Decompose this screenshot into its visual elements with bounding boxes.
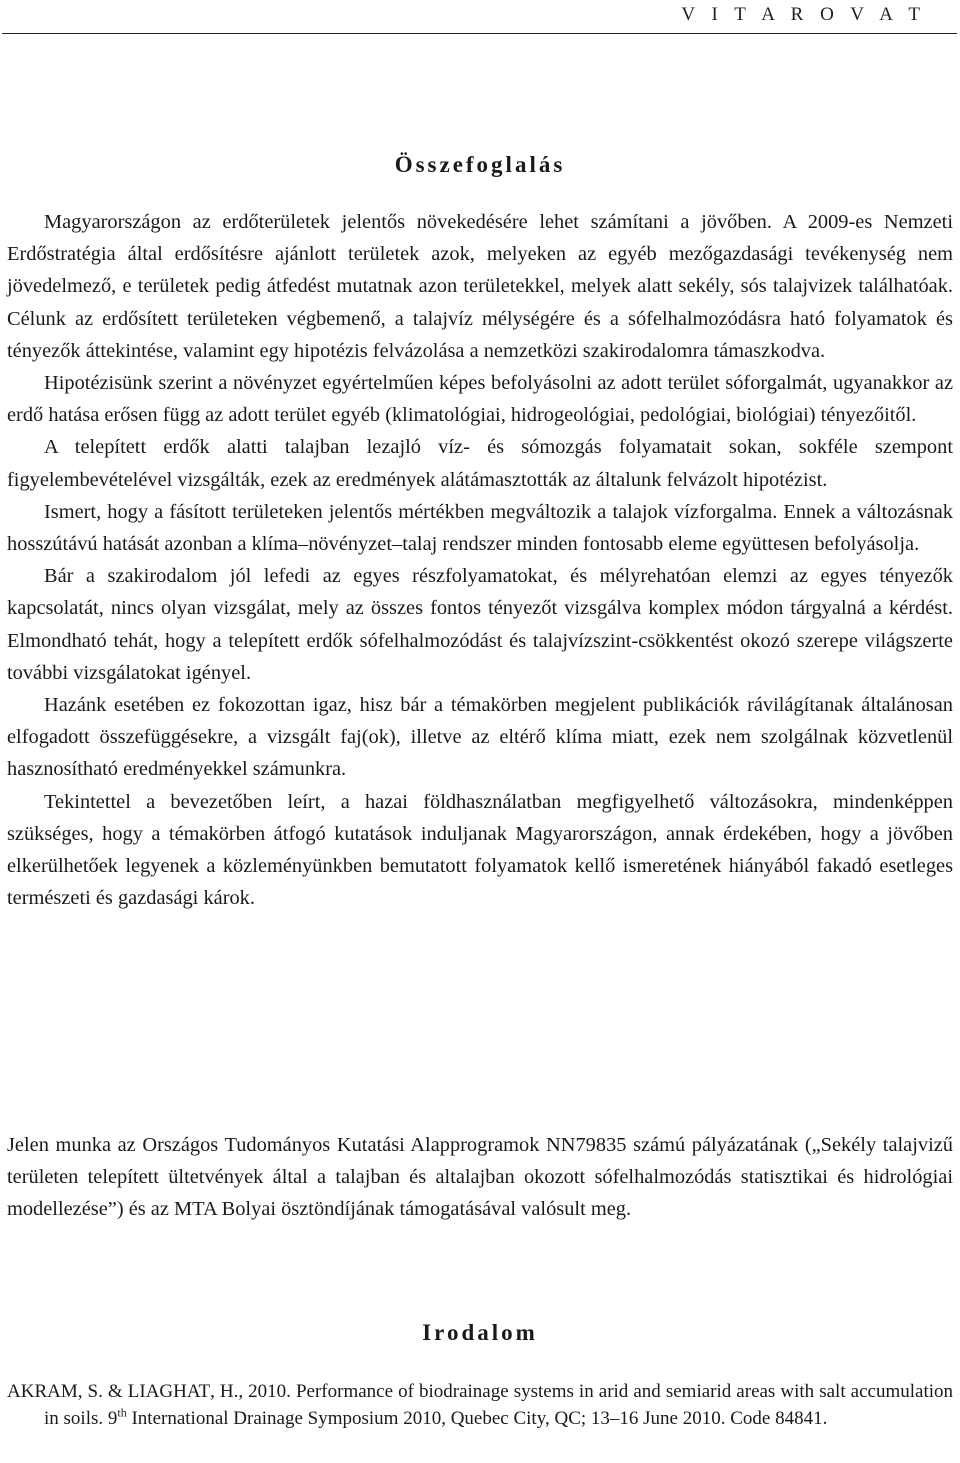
reference-entry (7, 1378, 953, 1432)
header-rule (2, 33, 957, 34)
summary-heading: Összefoglalás (394, 152, 566, 177)
summary-paragraph-1: Magyarországon az erdőterületek jelentős növekedésére lehet számítani a jövőben. A 2009-es Nemzeti Erdőstratégia által erdősítésre ajánlott területek azok, melyeken az egyéb mezőgazdasági tevékenység nem jövedelmező, e területek pedig átfedést mutatnak azon területekkel, melyek alatt sekély, sós talajvizek találhatóak. Célunk az erdősített területeken végbemenő, a talajvíz mélységére és a sófelhalmozódásra ható folyamatok és tényezők áttekintése, valamint egy hipotézis felvázolása a nemzetközi szakirodalomra támaszkodva. (7, 211, 953, 362)
summary-paragraph-5: Bár a szakirodalom jól lefedi az egyes részfolyamatokat, és mélyrehatóan elemzi az egyes tényezők kapcsolatát, nincs olyan vizsgálat, mely az összes fontos tényezőt vizsgálva komplex módon tárgyalná a kérdést. Elmondható tehát, hogy a telepített erdők sófelhalmozódást és talajvízszint-csökkentést okozó szerepe világszerte további vizsgálatokat igényel. (7, 565, 953, 684)
author2-surname: IAGHAT (139, 1381, 211, 1402)
summary-body (7, 206, 953, 914)
author1-surname: KRAM (20, 1381, 78, 1402)
summary-paragraph-3: A telepített erdők alatti talajban lezajló víz- és sómozgás folyamatait sokan, sokféle szempont figyelembevételével vizsgálták, ezek az eredmények alátámasztották az általunk felvázolt hipotézist. (7, 436, 953, 491)
running-head: V I T A R O V A T (681, 4, 926, 25)
references-heading: Irodalom (422, 1320, 538, 1345)
funding-text: Jelen munka az Országos Tudományos Kutatási Alapprogramok NN79835 számú pályázatának („Sekély talajvizű területen telepített ültetvények által a talajban és altalajban okozott sófelhalmozódás statisztikai és hidrológiai modellezése”) és az MTA Bolyai ösztöndíjának támogatásával valósult meg. (7, 1134, 953, 1221)
ordinal-superscript: th (117, 1405, 127, 1420)
reference-tail: International Drainage Symposium 2010, Quebec City, QC; 13–16 June 2010. Code 84841. (126, 1408, 828, 1430)
summary-paragraph-6: Hazánk esetében ez fokozottan igaz, hisz bár a témakörben megjelent publikációk rávilágítanak általánosan elfogadott összefüggésekre, a vizsgált faj(ok), illetve az eltérő klíma miatt, ezek nem szolgálnak közvetlenül hasznosítható eredményekkel számunkra. (7, 694, 953, 781)
summary-paragraph-4: Ismert, hogy a fásított területeken jelentős mértékben megváltozik a talajok vízforgalma. Ennek a változásnak hosszútávú hatását azonban a klíma–növényzet–talaj rendszer minden fontosabb eleme együttesen befolyásolja. (7, 500, 953, 556)
summary-paragraph-7: Tekintettel a bevezetőben leírt, a hazai földhasználatban megfigyelhető változásokra, mindenképpen szükséges, hogy a témakörben átfogó kutatások induljanak Magyarországon, annak érdekében, hogy a jövőben elkerülhetőek legyenek a közleményünkben bemutatott folyamatok kellő ismeretének hiányából fakadó esetleges természeti és gazdasági károk. (7, 790, 953, 910)
funding-acknowledgement (7, 1129, 953, 1226)
author1-suffix: , S. & (77, 1381, 128, 1402)
summary-paragraph-2: Hipotézisünk szerint a növényzet egyértelműen képes befolyásolni az adott terület sóforgalmát, ugyanakkor az erdő hatása erősen függ az adott terület egyéb (klimatológiai, hidrogeológiai, pedológiai, biológiai) tényezőitől. (7, 372, 953, 427)
reference-body: , H., 2010. Performance of biodrainage systems in arid and semiarid areas with salt accumulation in soils. 9 (44, 1381, 953, 1430)
author2-initial: L (127, 1381, 140, 1402)
author1-initial: A (7, 1381, 21, 1402)
